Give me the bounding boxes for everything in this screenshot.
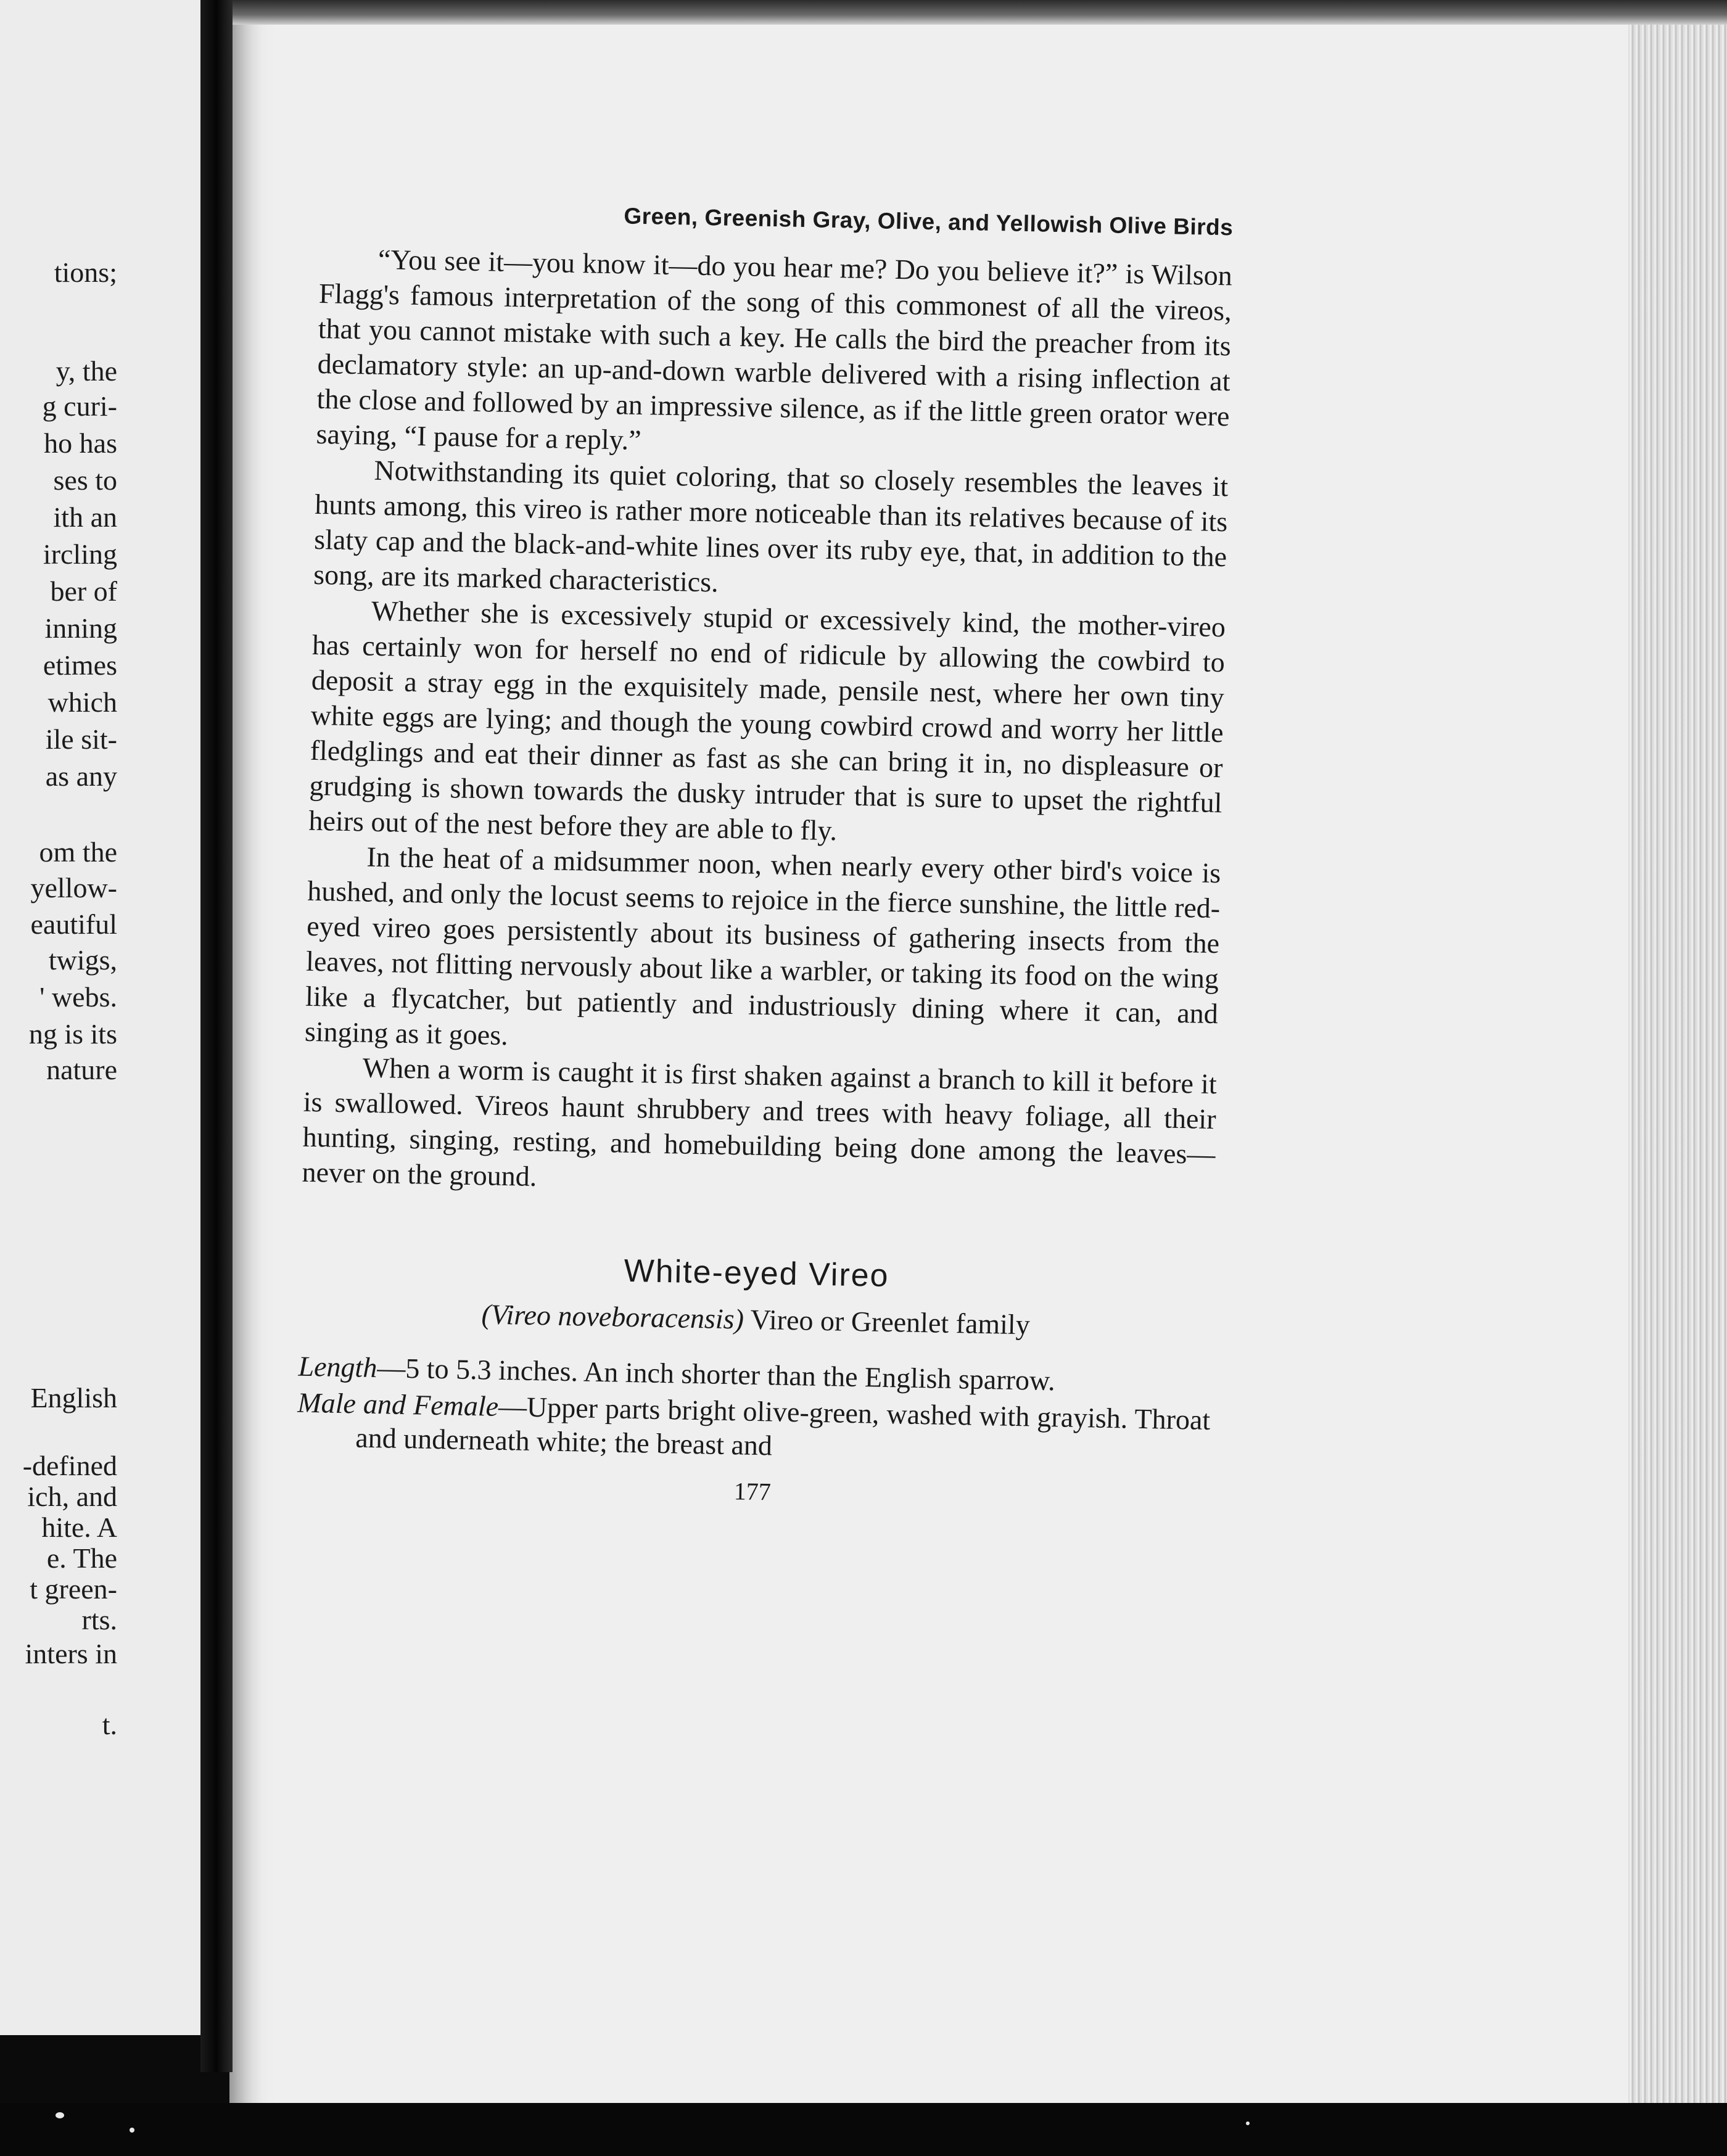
paragraph: Whether she is excessively stupid or excessively kind, the mother-vireo has certainly won for herself no end of ridicule by allowing the cowbird to deposit a stray egg in the exquisitely made, pensile nest, where her own tiny white eggs are lying; and though the young cowbird crowd and worry her little fledglings and eat their dinner as fast as she can bring it in, no displeasure or grudging is shown towards the dusky intruder that is sure to upset the rightful heirs out of the nest before they are able to fly. xyxy=(308,595,1226,847)
left-page-fragment: etimes xyxy=(43,649,117,681)
page-stack-edge xyxy=(1628,19,1727,2115)
entry-text: —5 to 5.3 inches. An inch shorter than the English sparrow. xyxy=(376,1352,1056,1397)
left-page-fragment: as any xyxy=(45,760,117,792)
description-entry-plumage xyxy=(297,1386,1211,1471)
page-number: 177 xyxy=(733,1477,772,1506)
left-page-fragment: -defined xyxy=(22,1450,117,1481)
paragraph: When a worm is caught it is first shaken against a branch to kill it before it is swallowed. Vireos haunt shrubbery and trees with heavy foliage, all their hunting, singing, resting, and homebuilding being done among the leaves—never on the ground. xyxy=(302,1051,1218,1193)
left-page-fragment: eautiful xyxy=(30,908,117,940)
left-page-fragment: English xyxy=(30,1382,117,1413)
entry-label: Male and Female xyxy=(297,1386,499,1422)
scan-bottom-border xyxy=(0,2103,1727,2156)
left-page-fragment: ses to xyxy=(53,464,117,496)
paragraph: “You see it—you know it—do you hear me? Do you believe it?” is Wilson Flagg's famous interpretation of the song of this commonest of all the vireos, that you cannot mistake with such a key. He calls the bird the preacher from its declamatory style: an up-and-down warble delivered with a rising inflection at the close and followed by an impressive silence, as if the little green orator were saying, “I pause for a reply.” xyxy=(316,243,1233,456)
running-head: Green, Greenish Gray, Olive, and Yellowish Olive Birds xyxy=(624,203,1234,241)
left-page-fragment: inning xyxy=(44,612,117,644)
left-page-fragment: ile sit- xyxy=(45,723,117,755)
left-page-fragment: which xyxy=(47,686,117,718)
dust-speck xyxy=(1246,2121,1250,2125)
paragraph: Notwithstanding its quiet coloring, that so closely resembles the leaves it hunts among, this vireo is rather more noticeable than its relatives because of its slaty cap and the black-and-white lines over its ruby eye, that, in addition to the song, are its marked characteristics. xyxy=(313,454,1229,598)
top-edge-shadow xyxy=(229,0,1727,25)
left-page-fragment: ' webs. xyxy=(39,981,117,1013)
section-title: White-eyed Vireo xyxy=(624,1253,890,1294)
family-name: Vireo or Greenlet family xyxy=(750,1303,1031,1341)
left-page-fragment: y, the xyxy=(56,355,117,387)
left-page-fragment: ber of xyxy=(50,575,117,607)
left-page-fragment: inters in xyxy=(25,1638,117,1669)
entry-label: Length xyxy=(298,1350,377,1384)
binding-gutter xyxy=(200,0,233,2072)
left-page-fragment: t green- xyxy=(30,1573,117,1605)
left-page-fragment: om the xyxy=(39,836,117,868)
entry-text: —Upper parts bright olive-green, washed with grayish. Throat and underneath white; the breast and xyxy=(355,1390,1211,1462)
left-page-fragment: yellow- xyxy=(30,872,117,903)
left-page-fragment: ith an xyxy=(53,501,117,533)
left-page-fragment: e. The xyxy=(46,1542,117,1574)
left-page-edge xyxy=(0,0,208,2035)
left-page-fragment: ho has xyxy=(44,427,117,459)
scientific-name: (Vireo noveboracensis) xyxy=(481,1298,744,1335)
left-page-fragment: rts. xyxy=(81,1604,117,1636)
dust-speck xyxy=(130,2128,134,2133)
dust-speck xyxy=(56,2112,64,2118)
left-page-fragment: t. xyxy=(102,1709,117,1740)
left-page-fragment: g curi- xyxy=(42,390,117,422)
left-page-fragment: hite. A xyxy=(41,1512,117,1543)
paragraph: In the heat of a midsummer noon, when nearly every other bird's voice is hushed, and only the locust seems to rejoice in the fierce sunshine, the little red-eyed vireo goes persistently about its business of gathering insects from the leaves, not flitting nervously about like a warbler, or taking its food on the wing like a flycatcher, but patiently and industriously dining where it can, and singing as it goes. xyxy=(304,841,1221,1051)
left-page-fragment: ng is its xyxy=(28,1018,117,1050)
left-page-fragment: twigs, xyxy=(48,944,117,976)
left-page-fragment: ircling xyxy=(43,538,117,570)
left-page-fragment: tions; xyxy=(54,257,117,288)
species-subtitle xyxy=(299,1294,1213,1344)
left-page-fragment: nature xyxy=(46,1054,117,1085)
left-page-fragment: ich, and xyxy=(27,1481,117,1512)
page-text-block xyxy=(296,197,1234,1515)
